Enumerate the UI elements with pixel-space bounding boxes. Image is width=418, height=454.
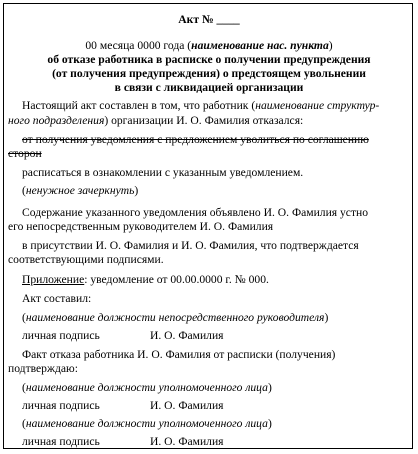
- refusal-option-line: расписаться в ознакомлении с указанным уведомлением.: [22, 166, 304, 179]
- witness-1-signature-label: личная подпись: [22, 399, 100, 412]
- act-title: Акт № ____: [178, 13, 240, 26]
- paragraph-1-line-2: ного подразделения) организации И. О. Фамилия отказался:: [8, 114, 304, 127]
- confirmation-line-1: Факт отказа работника И. О. Фамилия от расписки (получения): [22, 348, 336, 361]
- appendix-line: Приложение: уведомление от 00.00.0000 г. № 000.: [22, 273, 269, 286]
- manager-signature-label: личная подпись: [22, 329, 100, 342]
- authorized-position-placeholder-1: (наименование должности уполномоченного лица): [22, 381, 272, 394]
- act-subject-line-2: (от получения предупреждения) о предстоящем увольнении: [52, 67, 366, 80]
- act-subject-line-1: об отказе работника в расписке о получении предупреждения: [47, 53, 371, 66]
- act-date-line: 00 месяца 0000 года (наименование нас. пункта): [85, 39, 333, 52]
- confirmation-line-2: подтверждаю:: [8, 362, 78, 375]
- authorized-position-placeholder-2: (наименование должности уполномоченного лица): [22, 417, 272, 430]
- witness-2-name: И. О. Фамилия: [150, 435, 224, 448]
- appendix-label: Приложение: [22, 273, 85, 286]
- manager-name: И. О. Фамилия: [150, 329, 224, 342]
- paragraph-3-line-1: в присутствии И. О. Фамилия и И. О. Фамилия, что подтверждается: [22, 239, 359, 252]
- act-subject-line-3: в связи с ликвидацией организации: [114, 81, 304, 94]
- paragraph-2-line-2: его непосредственным руководителем И. О. Фамилия: [8, 220, 274, 233]
- struck-option-line-2: сторон: [8, 147, 42, 160]
- manager-position-placeholder: (наименование должности непосредственного руководителя): [22, 311, 329, 324]
- witness-1-name: И. О. Фамилия: [150, 399, 224, 412]
- strike-note: (ненужное зачеркнуть): [22, 184, 139, 197]
- paragraph-1-line-1: Настоящий акт составлен в том, что работник (наименование структур-: [22, 99, 380, 112]
- place-placeholder: наименование нас. пункта: [191, 39, 329, 52]
- struck-option-line-1: от получения уведомления с предложением уволиться по соглашению: [22, 133, 369, 146]
- witness-2-signature-label: личная подпись: [22, 435, 100, 448]
- paragraph-2-line-1: Содержание указанного уведомления объявлено И. О. Фамилия устно: [22, 206, 369, 219]
- compiled-by-label: Акт составил:: [22, 292, 92, 305]
- paragraph-3-line-2: соответствующими подписями.: [8, 253, 164, 266]
